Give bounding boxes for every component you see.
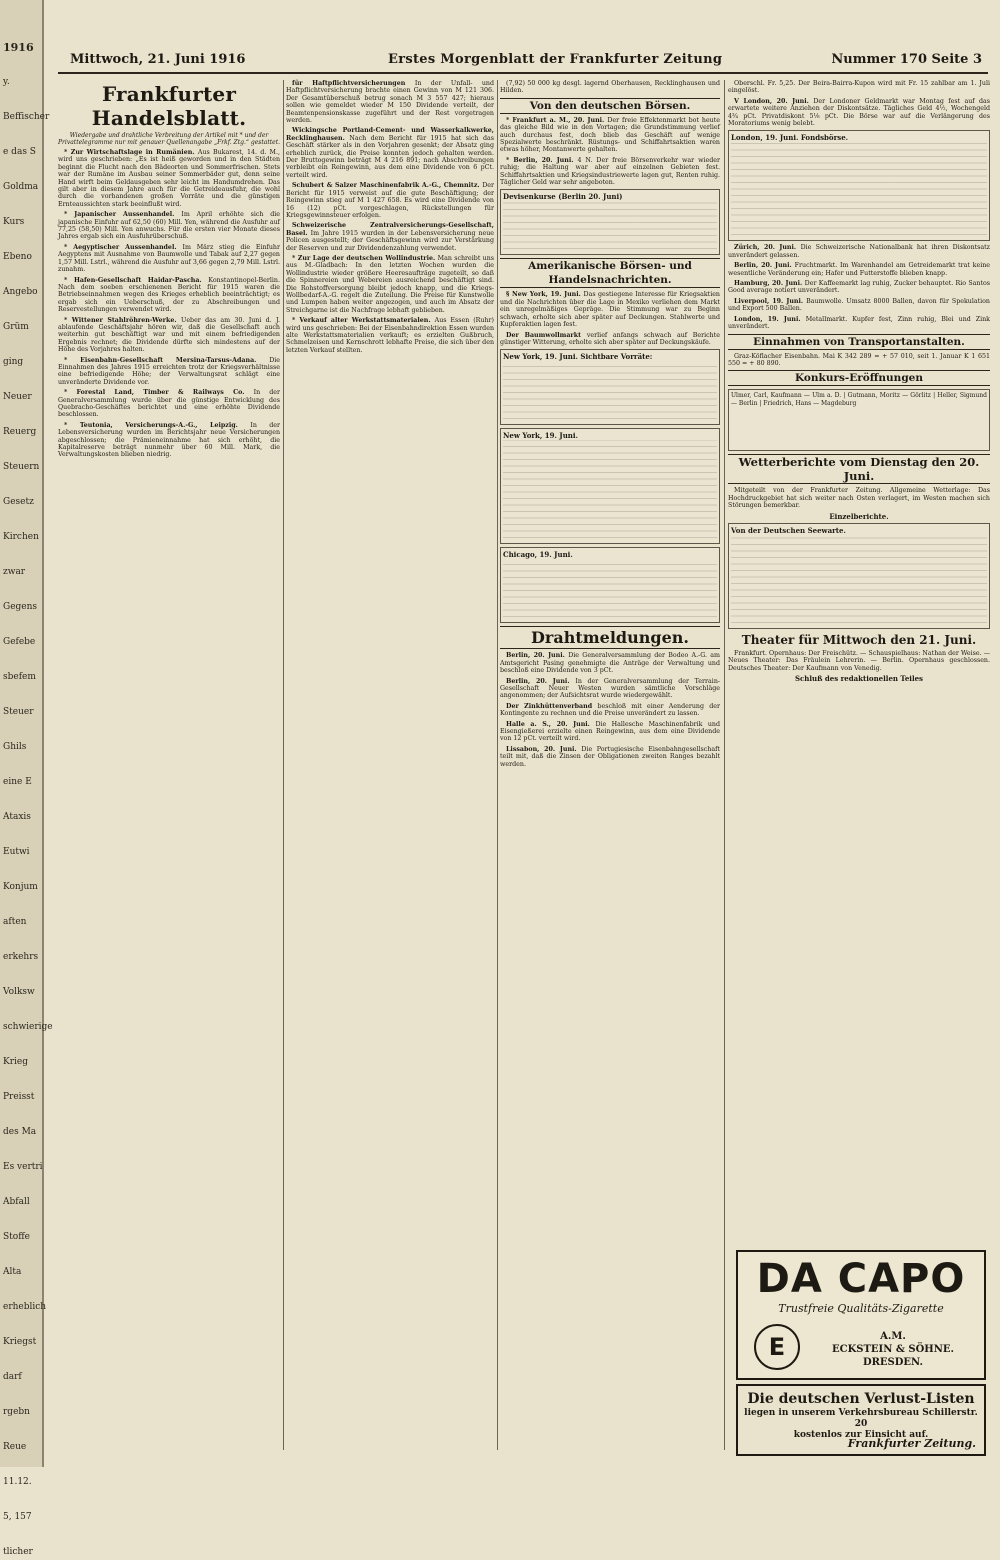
article-headline: Zürich, 20. Juni. [734, 244, 801, 252]
notice-title: Die deutschen Verlust-Listen [747, 1391, 975, 1407]
article-body: Die Hallesche Maschinenfabrik und Eisengießerei erzielte einen Reingewinn, aus dem eine Dividende von 12 pCt. verteilt wird. [500, 720, 720, 743]
article-body: Konstantinopel-Berlin. Nach dem soeben erschienenen Bericht für 1915 waren die Betriebseinnahmen wegen des Krieges erheblich beeinträchtigt; es ergab sich ein Ueberschuß, der zu Abschreibungen und Reservestellungen verwendet wird. [58, 276, 280, 314]
left-strip-fragment: Gegens [3, 602, 38, 612]
article-body: Im März stieg die Einfuhr Aegyptens mit Ausnahme von Baumwolle und Tabak auf 2,27 gegen 1,57 Mill. Lstrl., während die Ausfuhr auf 3,66 gegen 2,79 Mill. Lstrl. zunahm. [58, 243, 280, 274]
london-fondsboerse-table: London, 19. Juni. Fondsbörse. [728, 130, 990, 241]
article-headline: Liverpool, 19. Juni. [734, 297, 807, 305]
section-banner-drahtmeldungen: Drahtmeldungen. [500, 626, 720, 649]
article-body: Aus Essen (Ruhr) wird uns geschrieben: Bei der Eisenbahndirektion Essen wurden alte Werkstattsmaterialien verkauft; es erzielten Gußbruch, Schmelzeisen und Kernschrott lebhafte Preise, die sich über den letzten Verkauf stellten. [286, 317, 494, 354]
article-headline: Berlin, 20. Juni. [734, 262, 795, 270]
left-strip-fragment: Kirchen [3, 532, 39, 542]
article-list [58, 149, 280, 459]
left-strip-fragment: Krieg [3, 1057, 28, 1067]
article-headline: London, 19. Juni. [734, 315, 806, 323]
article-headline: Berlin, 20. Juni. [506, 677, 576, 685]
chicago-table: Chicago, 19. Juni. [500, 547, 720, 623]
article-paragraph [500, 678, 720, 700]
article-headline: V London, 20. Juni. [734, 97, 814, 105]
seewarte-table: Von der Deutschen Seewarte. [728, 523, 990, 629]
article-paragraph [500, 721, 720, 743]
new-york-stock-table: New York, 19. Juni. [500, 428, 720, 544]
left-strip-fragment: Volksw [3, 987, 35, 997]
masthead-title: Erstes Morgenblatt der Frankfurter Zeitung [388, 52, 723, 67]
article-paragraph [728, 280, 990, 295]
left-strip-fragment: 5, 157 [3, 1512, 32, 1522]
left-strip-fragment: Stoffe [3, 1232, 30, 1242]
left-strip-fragment: 11.12. [3, 1477, 32, 1487]
section-title: Frankfurter Handelsblatt. [91, 82, 247, 130]
article-headline: Hamburg, 20. Juni. [734, 280, 805, 288]
left-strip-fragment: Steuern [3, 462, 40, 472]
article-headline: * Eisenbahn-Gesellschaft Mersina-Tarsus-Adana. [64, 356, 270, 364]
article-paragraph [728, 316, 990, 331]
left-strip-fragment: Reuerg [3, 427, 37, 437]
left-strip-fragment: Ebeno [3, 252, 32, 262]
article-body: Der Kaffeemarkt lag ruhig, Zucker behauptet. Rio Santos Good average notiert unverändert. [728, 280, 990, 295]
article-body: Das gestiegene Interesse für Kriegsaktien und die Nachrichten über die Lage in Mexiko verliehen dem Markt ein unregelmäßiges Gepräge. Die Stimmung war zu Beginn schwach, erholte sich aber später auf Deckungen. Stahlwerte und Kupferaktien lagen fest. [500, 291, 720, 329]
verlust-listen-notice [736, 1384, 986, 1456]
weather-note: Mitgeteilt von der Frankfurter Zeitung. Allgemeine Wetterlage: Das Hochdruckgebiet hat sich weiter nach Osten verlagert, im Westen machen sich Störungen bemerkbar. [728, 487, 990, 510]
article-body: In der Lebensversicherung wurden im Berichtsjahr neue Versicherungen abgeschlossen; die Prämieneinnahme hat sich erhöht, die Kapitalreserve beträgt nunmehr über 60 Mill. Mark, die Verwaltungskosten blieben niedrig. [58, 421, 280, 459]
article-body: Der Bericht für 1915 verweist auf die gute Beschäftigung; der Reingewinn stieg auf M 1 427 658. Es wird eine Dividende von 16 (12) pCt. vorgeschlagen, Rückstellungen für Kriegsgewinnsteuer erfolgen. [286, 182, 494, 219]
left-strip-fragment: eine E [3, 777, 32, 787]
transport-text: Graz-Köflacher Eisenbahn. Mai K 342 289 = + 57 010, seit 1. Januar K 1 651 550 = + 80 890. [728, 352, 990, 367]
left-strip-fragment: Angebo [3, 287, 38, 297]
section-banner-konkurs: Konkurs-Eröffnungen [728, 370, 990, 386]
article-body: Aus Bukarest, 14. d. M., wird uns geschrieben: „Es ist heiß geworden und in den Städten beginnt die Flucht nach den Bädeorten und Sommerfrischen. Stets war der Rumäne im Ausbau seiner Sommerbäder gut, denn seine Hand wirft beim Geldausgeben sehr leicht im Handumdrehen. Das gilt aber in diesem Jahre auch für die Getreideausfuhr, die wohl durch die vorhandenen großen Vorräte und die günstigen Ernteaussichten stark beeinflußt wird. [58, 149, 280, 208]
article-body: Nach dem Bericht für 1915 hat sich das Geschäft stärker als in den Vorjahren gesenkt; der Absatz ging erheblich zurück, die Preise konnten jedoch gehalten werden. Der Bruttogewinn beträgt M 4 216 891; nach Abschreibungen verbleibt ein Reingewinn, aus dem eine Dividende von 6 pCt. verteilt wird. [286, 134, 494, 179]
left-strip-fragment: Ghils [3, 742, 27, 752]
left-strip-fragment: Kurs [3, 217, 25, 227]
column-rule [724, 80, 725, 1450]
article-paragraph [500, 703, 720, 718]
left-strip-fragment: e das S [3, 147, 36, 157]
left-strip-fragment: sbefem [3, 672, 36, 682]
section-banner-boersen: Von den deutschen Börsen. [500, 98, 720, 114]
section-banner-transport: Einnahmen von Transportanstalten. [728, 334, 990, 350]
article-headline: Lissabon, 20. Juni. [506, 745, 582, 753]
left-strip-fragment: schwierige [3, 1022, 53, 1032]
article-body: Im Jahre 1915 wurden in der Lebensversicherung neue Policen ausgestellt; der Geschäftsgewinn wird zur Verstärkung der Reserven und zur Dividendenzahlung verwendet. [286, 229, 495, 252]
reprint-note: Wiedergabe und drahtliche Verbreitung der Artikel mit * und der Privattelegramme nur mit genauer Quellenangabe „Frkf. Ztg.“ gestattet. [58, 132, 281, 146]
article-body: Baumwolle. Umsatz 8000 Ballen, davon für Spekulation und Export 500 Ballen. [728, 297, 990, 313]
column-3 [500, 80, 720, 1450]
left-strip-fragment: Gefebe [3, 637, 36, 647]
article-body: Ueber das am 30. Juni d. J. ablaufende Geschäftsjahr hören wir, daß die Gesellschaft auch weiterhin gut beschäftigt war und mit einem befriedigenden Ergebnis rechnet; die Dividende dürfte sich mindestens auf der Höhe des Vorjahres halten. [58, 316, 280, 354]
article-paragraph [58, 389, 280, 419]
article-headline: * Japanischer Aussenhandel. [64, 211, 182, 219]
article-paragraph [500, 157, 720, 187]
article-paragraph [58, 244, 280, 274]
article-headline: * Berlin, 20. Juni. [506, 156, 578, 164]
left-strip-fragment: Konjum [3, 882, 38, 892]
article-list [500, 652, 720, 768]
article-headline: Der Zinkhüttenverband [506, 702, 598, 710]
left-strip-fragment: rgebn [3, 1407, 30, 1417]
article-headline: * Zur Wirtschaftslage in Rumänien. [64, 149, 198, 156]
article-list [286, 80, 494, 354]
eckstein-logo-icon: E [754, 1324, 800, 1370]
notice-text-2: kostenlos zur Einsicht auf. [793, 1430, 929, 1440]
dacapo-advertisement [736, 1250, 986, 1380]
ad-maker: A.M. ECKSTEIN & SÖHNE. DRESDEN. [832, 1331, 954, 1368]
article-paragraph [500, 746, 720, 768]
article-paragraph [58, 277, 280, 314]
left-strip-fragment: zwar [3, 567, 26, 577]
section-banner-amerika: Amerikanische Börsen- und Handelsnachrichten. [500, 258, 720, 288]
article-paragraph [728, 98, 990, 128]
left-strip-fragment: darf [3, 1372, 22, 1382]
article-body: Die Portugiesische Eisenbahngesellschaft teilt mit, daß die Zinsen der Obligationen zweiten Ranges bezahlt werden. [500, 745, 720, 768]
left-strip-fragment: Es vertri [3, 1162, 43, 1172]
article-body: Die Generalversammlung der Bodeo A.-G. am Amtsgericht Pasing genehmigte die Anträge der Verwaltung und beschloß eine Dividende von 3 pCt. [500, 652, 721, 675]
article-list [500, 117, 720, 187]
left-strip-fragment: Reue [3, 1442, 27, 1452]
article-paragraph [500, 652, 720, 674]
article-paragraph [58, 317, 280, 354]
left-strip-fragment: ging [3, 357, 24, 367]
article-paragraph [286, 182, 494, 219]
masthead [58, 44, 988, 74]
notice-text-1: liegen in unserem Verkehrsbureau Schillerstr. 20 [744, 1408, 978, 1429]
article-headline: Wickingsche Portland-Cement- und Wasserkalkwerke, Recklinghausen. [286, 127, 494, 142]
article-paragraph [500, 117, 720, 154]
article-paragraph [286, 127, 494, 179]
article-body: Die Schweizerische Nationalbank hat ihren Diskontsatz unverändert gelassen. [728, 244, 990, 259]
article-paragraph [58, 422, 280, 459]
left-strip-fragment: erkehrs [3, 952, 39, 962]
article-paragraph [500, 332, 720, 347]
left-page-edge-strip [0, 0, 53, 1557]
article-headline: Schweizerische Zentralversicherungs-Gesellschaft, Basel. [286, 222, 494, 237]
article-list [500, 291, 720, 346]
column-rule [283, 80, 284, 1450]
article-paragraph [58, 149, 280, 208]
article-body: Der Londoner Geldmarkt war Montag fest auf das erwartete weitere Anziehen der Diskontsätze. Tägliches Geld 4½, Wochengeld 4¾ pCt. Privatdiskont 5⅛ pCt. Die Börse war auf die Verlängerung des Moratoriums wenig belebt. [728, 97, 990, 128]
article-body: 4 N. Der freie Börsenverkehr war wieder ruhig; die Haltung war aber auf einzelnen Gebieten fest. Schiffahrtsaktien und Kriegsindustriewerte lagen gut, Renten ruhig. Täglicher Geld war sehr angeboten. [500, 156, 720, 187]
left-strip-fragment: Steuer [3, 707, 34, 717]
left-strip-fragment: des Ma [3, 1127, 37, 1137]
article-headline: Schubert & Salzer Maschinenfabrik A.-G., Chemnitz. [292, 182, 483, 190]
left-strip-fragment: Goldma [3, 182, 39, 192]
article-headline: § New York, 19. Juni. [506, 291, 584, 299]
intro-text: (7,92) 50 000 kg desgl. lagernd Oberhausen, Recklinghausen und Hilden. [500, 80, 720, 95]
column-2 [286, 80, 494, 1450]
article-paragraph [728, 262, 990, 277]
article-list [728, 98, 990, 128]
article-headline: * Hafen-Gesellschaft Haidar-Pascha. [64, 276, 209, 284]
left-strip-fragment: 1916 [3, 41, 34, 54]
devisen-table: Devisenkurse (Berlin 20. Juni) [500, 189, 720, 255]
weather-subheading: Einzelberichte. [829, 511, 889, 521]
column-1 [58, 80, 280, 1450]
left-strip-fragment: y. [3, 77, 10, 87]
left-strip-fragment: Gesetz [3, 497, 34, 507]
article-body: Im April erhöhte sich die japanische Einfuhr auf 62,50 (60) Mill. Yen, während die Ausfuhr auf 77,25 (58,50) Mill. Yen anwuchs. Für die ersten vier Monate dieses Jahres ergab sich ein Ausfuhrüberschuß. [58, 211, 280, 241]
article-body: Die Einnahmen des Jahres 1915 erreichten trotz der Kriegsverhältnisse eine befriedigende Höhe; der Verwaltungsrat schlägt eine unveränderte Dividende vor. [58, 356, 280, 386]
left-strip-fragment: Abfall [3, 1197, 30, 1207]
article-body: beschloß mit einer Aenderung der Kontingente zu rechnen und die Preise unverändert zu lassen. [500, 702, 720, 718]
left-strip-fragment: Preisst [3, 1092, 35, 1102]
theater-text: Frankfurt. Opernhaus: Der Freischütz. — Schauspielhaus: Nathan der Weise. — Neues Theater: Das Fräulein Lehrerin. — Berlin. Opernhaus geschlossen. Deutsches Theater: Der Kaufmann von Venedig. [728, 649, 990, 672]
intro-text: Oberschl. Fr. 5,25. Der Beira-Bairra-Kupon wird mit Fr. 15 zahlbar am 1. Juli eingelöst. [728, 80, 990, 95]
article-headline: * Zur Lage der deutschen Wollindustrie. [292, 254, 438, 262]
article-headline: Halle a. S., 20. Juni. [506, 720, 596, 728]
article-paragraph [286, 317, 494, 354]
article-body: Man schreibt uns aus M.-Gladbach: In den letzten Wochen wurden die Wollindustrie wieder größere Heeresaufträge zugeteilt, so daß die Spinnereien und Webereien ausreichend beschäftigt sind. Die Rohstoffversorgung bleibt jedoch knapp, und die Kriegs-Wollbedarf-A.-G. regelt die Zuteilung. Die Preise für Kunstwolle und Lumpen haben weiter angezogen, und auch im Absatz der Streichgarne ist die Nachfrage lebhaft geblieben. [286, 254, 494, 314]
notice-signature: Frankfurter Zeitung. [847, 1437, 976, 1450]
article-body: verlief anfangs schwach auf Berichte günstiger Witterung, erholte sich aber später auf Deckungskäufe. [500, 331, 720, 346]
left-strip-fragment: erheblich [3, 1302, 47, 1312]
article-body: Metallmarkt. Kupfer fest, Zinn ruhig, Blei und Zink unverändert. [728, 315, 990, 331]
article-paragraph [728, 298, 990, 313]
article-headline: Der Baumwollmarkt [506, 331, 587, 339]
article-headline: * Verkauf alter Werkstattsmaterialen. [292, 317, 435, 325]
article-body: In der Unfall- und Haftpflichtversicherung brachte einen Gewinn von M 121 306. Der Gesamtüberschuß betrug sonach M 3 557 427; hieraus sollen wie gemeldet wieder M 150 Dividende verteilt, der Beamtenpensionskasse zugeführt und der Rest vorgetragen werden. [286, 80, 494, 125]
article-headline: * Forestal Land, Timber & Railways Co. [64, 389, 254, 397]
article-headline: * Frankfurt a. M., 20. Juni. [506, 116, 608, 124]
masthead-date: Mittwoch, 21. Juni 1916 [70, 52, 246, 67]
left-strip-fragment: Beffischer [3, 112, 50, 122]
left-strip-fragment: tlicher [3, 1547, 33, 1557]
left-strip-fragment: Ataxis [3, 812, 31, 822]
article-paragraph [286, 80, 494, 124]
visible-supply-table: New York, 19. Juni. Sichtbare Vorräte: [500, 349, 720, 425]
article-paragraph [500, 291, 720, 328]
article-paragraph [58, 357, 280, 387]
article-body: Der freie Effektenmarkt bot heute das gleiche Bild wie in den Vortagen; die Grundstimmung verlief auch durchaus fest, doch blieb das Geschäft auf wenige Spezialwerte beschränkt. Rüstungs- und Schiffahrtsaktien waren etwas höher, Montanwerte gehalten. [500, 116, 720, 154]
ad-brand-title: DA CAPO [756, 1256, 966, 1302]
article-body: In der Generalversammlung der Terrain-Gesellschaft Neuer Westen wurden sämtliche Vorschläge angenommen; der Aufsichtsrat wurde wiedergewählt. [500, 677, 721, 700]
article-headline: Berlin, 20. Juni. [506, 652, 569, 660]
column-4 [728, 80, 990, 1240]
masthead-page-number: Nummer 170 Seite 3 [831, 52, 982, 67]
left-strip-fragment: Kriegst [3, 1337, 37, 1347]
article-headline: * Wittener Stahlröhren-Werke. [64, 316, 182, 324]
article-body: Fruchtmarkt. Im Warenhandel am Getreidemarkt trat keine wesentliche Veränderung ein; Hafer und Futterstoffe blieben knapp. [728, 262, 990, 277]
article-paragraph [286, 222, 494, 252]
article-headline: * Aegyptischer Aussenhandel. [64, 243, 183, 251]
ad-slogan: Trustfreie Qualitäts-Zigarette [778, 1302, 944, 1315]
left-strip-fragment: Neuer [3, 392, 32, 402]
article-list [728, 244, 990, 330]
article-paragraph [728, 244, 990, 259]
article-paragraph [286, 255, 494, 314]
editorial-end-note: Schluß des redaktionellen Teiles [794, 674, 924, 684]
column-rule [497, 80, 498, 1450]
section-banner-wetter: Wetterberichte vom Dienstag den 20. Juni. [728, 454, 990, 484]
article-body: In der Generalversammlung wurde über die günstige Entwicklung des Quebracho-Geschäftes berichtet und eine erhöhte Dividende beschlossen. [58, 389, 281, 419]
left-strip-fragment: aften [3, 917, 27, 927]
left-strip-fragment: Grüm [3, 322, 29, 332]
theater-heading: Theater für Mittwoch den 21. Juni. [741, 632, 977, 647]
konkurs-table: Ulmer, Carl, Kaufmann — Ulm a. D. | Gutmann, Moritz — Görlitz | Heller, Sigmund — Berlin | Friedrich, Hans — Magdeburg [728, 389, 990, 451]
left-strip-fragment: Alta [3, 1267, 22, 1277]
left-strip-fragment: Eutwi [3, 847, 30, 857]
article-headline: für Haftpflichtversicherungen [292, 80, 415, 87]
article-headline: * Teutonia, Versicherungs-A.-G., Leipzig. [64, 421, 251, 429]
article-paragraph [58, 211, 280, 241]
